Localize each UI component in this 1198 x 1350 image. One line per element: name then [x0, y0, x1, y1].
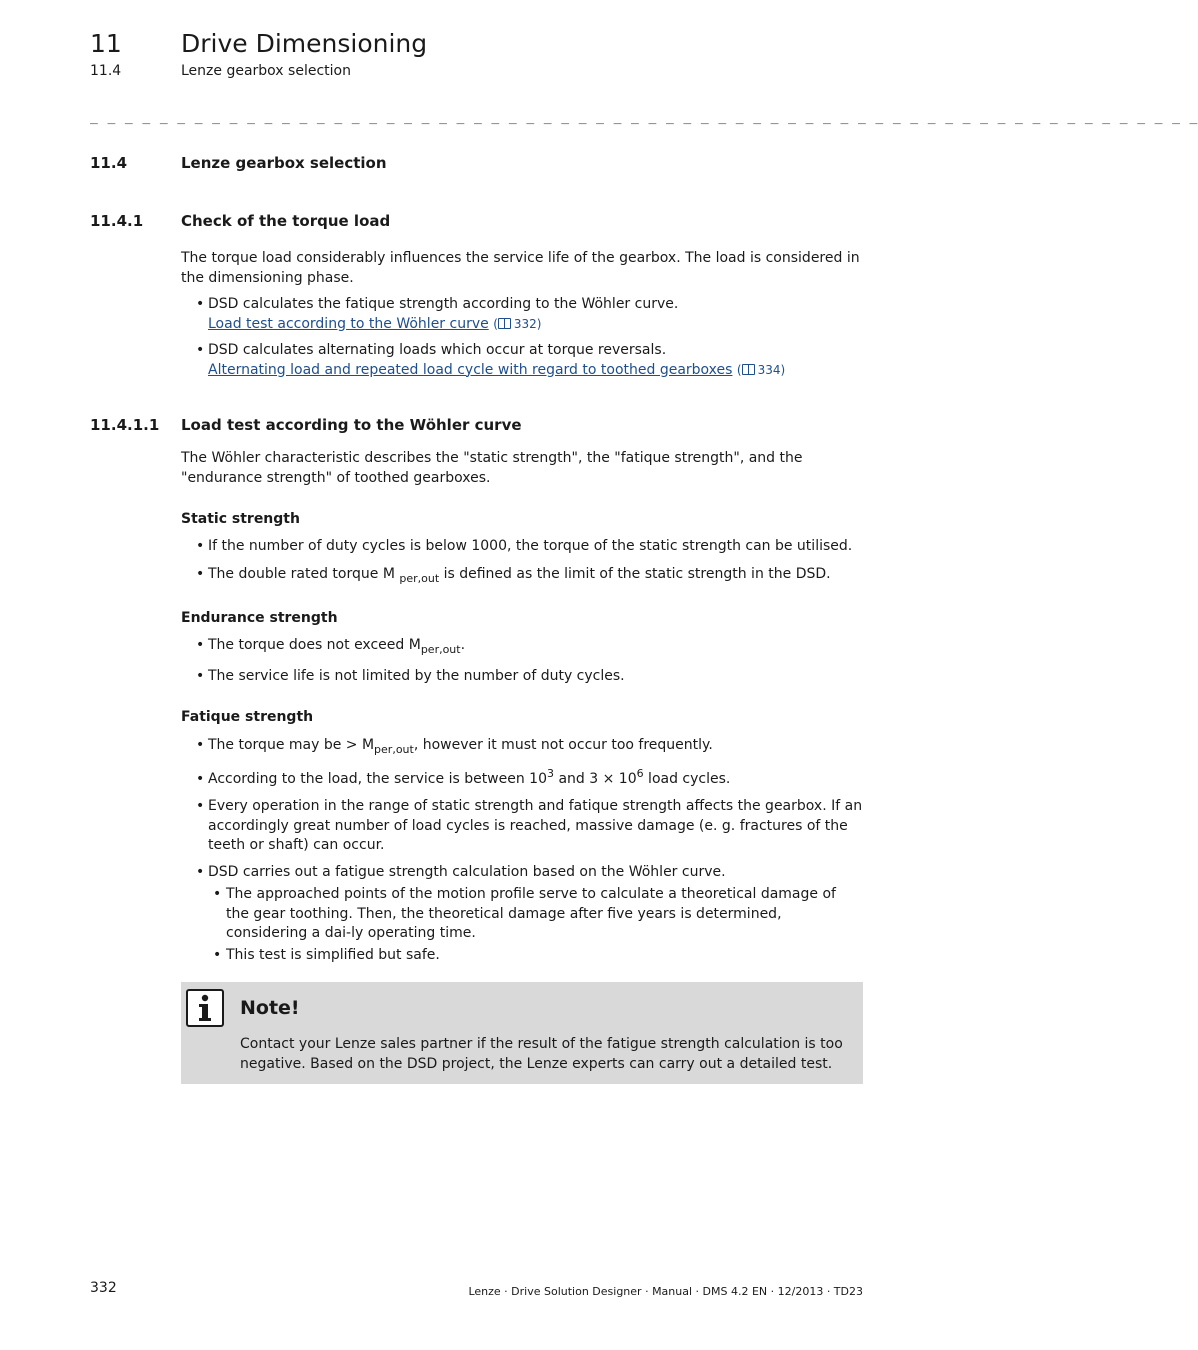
- list-item: • This test is simplified but safe.: [208, 946, 863, 966]
- fatique-strength-list: [181, 736, 863, 882]
- chapter-title: Drive Dimensioning: [181, 29, 428, 58]
- list-item: • The approached points of the motion profile serve to calculate a theoretical damage of the gear toothing. Then, the theoretical damage after five years is determined, considering a dai-ly operating time.: [208, 885, 863, 944]
- endurance-strength-list: [181, 636, 863, 686]
- list-item: • If the number of duty cycles is below 1000, the torque of the static strength can be utilised.: [181, 537, 863, 557]
- section-title: Lenze gearbox selection: [181, 154, 387, 172]
- static-strength-list: [181, 537, 863, 584]
- page-number: 332: [90, 1280, 117, 1296]
- subsection-intro: The torque load considerably influences the service life of the gearbox. The load is considered in the dimensioning phase.: [181, 250, 860, 286]
- subsubsection-title: Load test according to the Wöhler curve: [181, 416, 522, 434]
- static-strength-heading: Static strength: [181, 511, 300, 527]
- info-icon: [186, 989, 224, 1027]
- footer-info: Lenze · Drive Solution Designer · Manual · DMS 4.2 EN · 12/2013 · TD23: [468, 1285, 863, 1298]
- link-load-test-woehler[interactable]: Load test according to the Wöhler curve: [208, 315, 489, 332]
- book-icon: [742, 364, 755, 375]
- note-title: Note!: [240, 997, 300, 1019]
- subsection-number: 11.4.1: [90, 212, 144, 230]
- chapter-number: 11: [90, 29, 122, 58]
- subsection-title: Check of the torque load: [181, 212, 391, 230]
- list-item: • According to the load, the service is between $10^3$ and $3 \times 10^6$ load cycles.: [181, 770, 863, 790]
- list-item: [181, 341, 863, 380]
- list-item: • The torque may be > $M_{per,out}$, however it must not occur too frequently.: [181, 736, 863, 756]
- page-reference[interactable]: ( 334): [736, 362, 786, 377]
- list-item: • The double rated torque M $_{per,out}$ is defined as the limit of the static strength in the DSD.: [181, 565, 863, 585]
- page-reference[interactable]: ( 332): [493, 316, 542, 331]
- list-item: • The service life is not limited by the number of duty cycles.: [181, 667, 863, 687]
- torque-load-list: [181, 295, 863, 380]
- note-text: Contact your Lenze sales partner if the result of the fatigue strength calculation is too negative. Based on the DSD project, the Lenze experts can carry out a detailed test.: [240, 1036, 843, 1072]
- list-item: • DSD carries out a fatigue strength calculation based on the Wöhler curve.: [181, 863, 863, 883]
- link-alternating-load[interactable]: Alternating load and repeated load cycle with regard to toothed gearboxes: [208, 361, 733, 378]
- list-item: • Every operation in the range of static strength and fatique strength affects the gearbox. If an accordingly great number of load cycles is reached, massive damage (e. g. fractures of the teeth or shaft) can occur.: [181, 797, 863, 856]
- list-item: [181, 295, 863, 334]
- header-divider: _ _ _ _ _ _ _ _ _ _ _ _ _ _ _ _ _ _ _ _ _ _ _ _ _ _ _ _ _ _ _ _ _ _ _ _ _ _ _ _ _ _ _ _ _ _ _ _ _ _ _ _ _ _ _ _ _ _ _ _ _ _ _ _: [90, 110, 1198, 125]
- list-item-text: DSD calculates the fatique strength according to the Wöhler curve.: [208, 296, 679, 312]
- endurance-strength-heading: Endurance strength: [181, 610, 338, 626]
- book-icon: [498, 318, 511, 329]
- list-item-text: DSD calculates alternating loads which occur at torque reversals.: [208, 342, 667, 358]
- fatique-strength-heading: Fatique strength: [181, 709, 314, 725]
- fatique-sub-list: [208, 885, 863, 965]
- header-section-title: Lenze gearbox selection: [181, 63, 351, 79]
- header-section-number: 11.4: [90, 63, 122, 79]
- list-item: • The torque does not exceed $M_{per,out}$.: [181, 636, 863, 656]
- section-number: 11.4: [90, 154, 128, 172]
- subsubsection-number: 11.4.1.1: [90, 416, 160, 434]
- subsubsection-intro: The Wöhler characteristic describes the "static strength", the "fatique strength", and the "endurance strength" of toothed gearboxes.: [181, 450, 803, 486]
